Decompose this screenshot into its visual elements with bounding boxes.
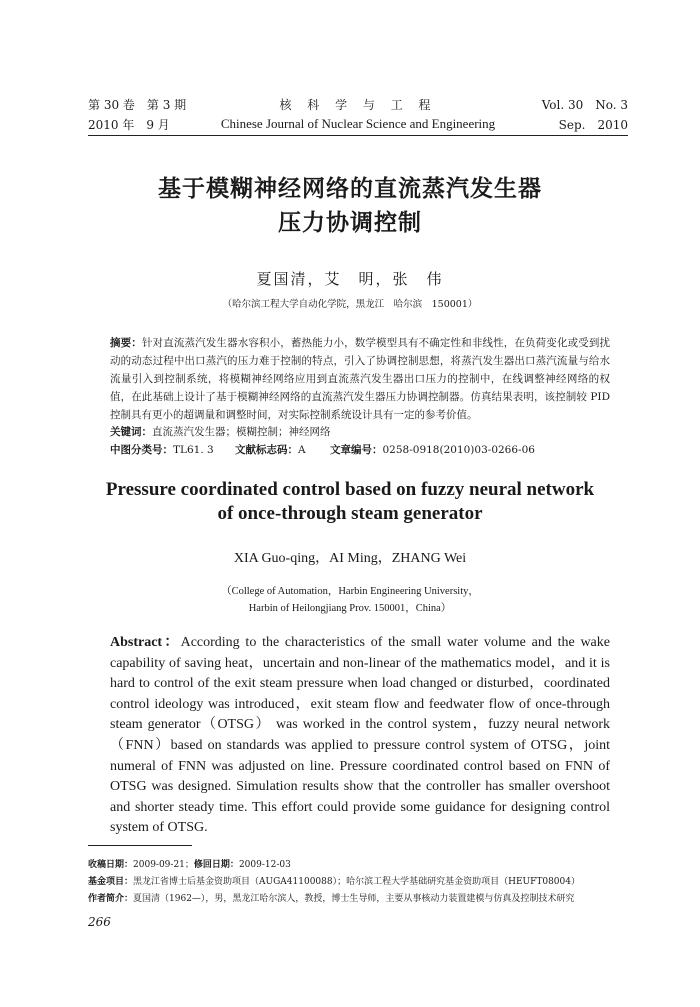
classification-line <box>110 442 630 457</box>
title-en-line1: Pressure coordinated control based on fuzzy neural network <box>105 479 595 500</box>
article-no-value: 0258-0918(2010)03-0266-06 <box>382 444 535 456</box>
running-header-bottom <box>88 116 628 132</box>
volume-issue-cn: 第 30 卷 第 3 期 <box>88 98 187 112</box>
keywords-cn-label: 关键词： <box>110 426 152 438</box>
date-en: Sep. 2010 <box>558 118 628 132</box>
clc-label: 中图分类号： <box>110 444 173 456</box>
doc-code-label: 文献标志码： <box>235 444 298 456</box>
abstract-en-text: According to the characteristics of the small water volume and the wake capability of saving heat，uncertain and non-linear of the mathematics model，and it is hard to control of the exit steam pressure when load changed or disturbed，coordinated control ideology was introduced，exit steam flow and feedwater flow of once-through steam generator（OTSG） was worked in the control system，fuzzy neural network（FNN）based on standards was applied to pressure control system of OTSG，joint numeral of FNN was adjusted on line. Pressure coordinated control based on FNN of OTSG was designed. Simulation results show that the controller has smaller overshoot and shorter steady time. This effort could provide some guidance for designing control system of OTSG. <box>110 635 610 836</box>
title-en-line2: of once-through steam generator <box>217 503 483 524</box>
keywords-cn-text: 直流蒸汽发生器；模糊控制；神经网络 <box>152 426 331 438</box>
affiliation-en-line2: Harbin of Heilongjiang Prov. 150001，China） <box>248 603 452 614</box>
authors-en: XIA Guo-qing，AI Ming，ZHANG Wei <box>233 551 467 566</box>
revised-label: 修回日期： <box>193 860 239 870</box>
revised-date: 2009-12-03 <box>238 860 291 870</box>
received-date: 2009-09-21； <box>133 860 194 870</box>
doc-code-value: A <box>298 444 306 456</box>
author-bio-text: 夏国清（1962—），男，黑龙江哈尔滨人，教授，博士生导师，主要从事核动力装置建模与仿真及控制技术研究 <box>133 894 575 904</box>
page-number: 266 <box>88 915 111 929</box>
authors-cn: 夏国清，艾 明，张 伟 <box>256 270 444 288</box>
abstract-cn-label: 摘要： <box>110 337 142 349</box>
volume-issue-en: Vol. 30 No. 3 <box>541 98 628 112</box>
received-label: 收稿日期： <box>88 860 134 870</box>
abstract-en <box>110 633 610 839</box>
header-rule <box>88 135 628 136</box>
title-cn <box>60 172 640 240</box>
footnote-author <box>88 891 633 904</box>
journal-name-cn: 核 科 学 与 工 程 <box>279 98 437 112</box>
keywords-cn <box>110 424 610 439</box>
article-no-label: 文章编号： <box>330 444 383 456</box>
footnote-rule <box>88 845 192 846</box>
footnote-dates <box>88 857 633 870</box>
affiliation-en <box>0 583 700 617</box>
affiliation-en-line1: （College of Automation，Harbin Engineering University， <box>221 586 479 597</box>
title-cn-line2: 压力协调控制 <box>278 210 422 236</box>
funding-text: 黑龙江省博士后基金资助项目（AUGA41100088）；哈尔滨工程大学基础研究基金资助项目（HEUFT08004） <box>133 877 580 887</box>
title-cn-line1: 基于模糊神经网络的直流蒸汽发生器 <box>158 176 542 202</box>
abstract-en-label: Abstract： <box>110 635 181 650</box>
journal-name-en: Chinese Journal of Nuclear Science and Engineering <box>220 116 496 131</box>
title-en <box>60 478 640 526</box>
abstract-cn-text: 针对直流蒸汽发生器水容积小，蓄热能力小，数学模型具有不确定性和非线性，在负荷变化或受到扰动的动态过程中出口蒸汽的压力难于控制的特点，引入了协调控制思想，将蒸汽发生器出口蒸汽流量与给水流量引入到控制系统，将模糊神经网络应用到直流蒸汽发生器出口压力的控制中，在线调整神经网络的权值，在此基础上设计了基于模糊神经网络的直流蒸汽发生器压力协调控制器。仿真结果表明，该控制较 PID 控制具有更小的超调量和调整时间，对实际控制系统设计具有一定的参考价值。 <box>110 337 611 421</box>
funding-label: 基金项目： <box>88 877 134 887</box>
affiliation-cn: （哈尔滨工程大学自动化学院，黑龙江 哈尔滨 150001） <box>222 299 478 310</box>
footnote-funding <box>88 874 633 887</box>
author-bio-label: 作者简介： <box>88 894 134 904</box>
date-cn: 2010 年 9 月 <box>88 118 170 132</box>
abstract-cn <box>110 334 610 424</box>
running-header-top <box>88 96 628 112</box>
clc-value: TL61. 3 <box>173 444 214 456</box>
